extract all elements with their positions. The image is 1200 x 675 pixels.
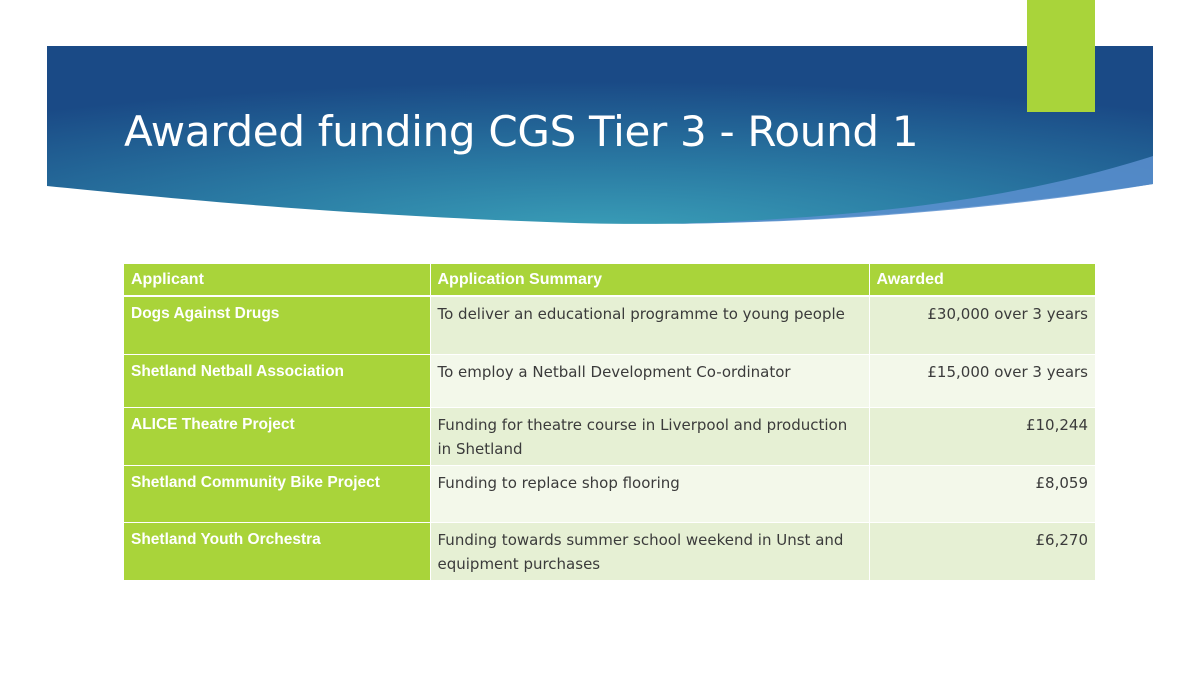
awarded-cell: £6,270 xyxy=(869,523,1095,581)
header-applicant: Applicant xyxy=(124,264,430,296)
table-row xyxy=(124,296,1095,355)
awarded-cell: £15,000 over 3 years xyxy=(869,355,1095,408)
awarded-cell: £8,059 xyxy=(869,466,1095,523)
slide-title: Awarded funding CGS Tier 3 - Round 1 xyxy=(124,107,919,156)
summary-cell: Funding to replace shop flooring xyxy=(430,466,869,523)
applicant-cell: Shetland Community Bike Project xyxy=(124,466,430,523)
summary-cell: To deliver an educational programme to young people xyxy=(430,296,869,355)
header-awarded: Awarded xyxy=(869,264,1095,296)
applicant-cell: Shetland Netball Association xyxy=(124,355,430,408)
header-application-summary: Application Summary xyxy=(430,264,869,296)
applicant-cell: Dogs Against Drugs xyxy=(124,296,430,355)
table-row xyxy=(124,466,1095,523)
awarded-cell: £30,000 over 3 years xyxy=(869,296,1095,355)
table-row xyxy=(124,523,1095,581)
table-header-row xyxy=(124,264,1095,296)
accent-tab xyxy=(1027,0,1095,112)
awards-table xyxy=(124,264,1095,581)
table-row xyxy=(124,355,1095,408)
applicant-cell: ALICE Theatre Project xyxy=(124,408,430,466)
summary-cell: Funding for theatre course in Liverpool and production in Shetland xyxy=(430,408,869,466)
applicant-cell: Shetland Youth Orchestra xyxy=(124,523,430,581)
summary-cell: To employ a Netball Development Co-ordinator xyxy=(430,355,869,408)
table-row xyxy=(124,408,1095,466)
awarded-cell: £10,244 xyxy=(869,408,1095,466)
summary-cell: Funding towards summer school weekend in Unst and equipment purchases xyxy=(430,523,869,581)
